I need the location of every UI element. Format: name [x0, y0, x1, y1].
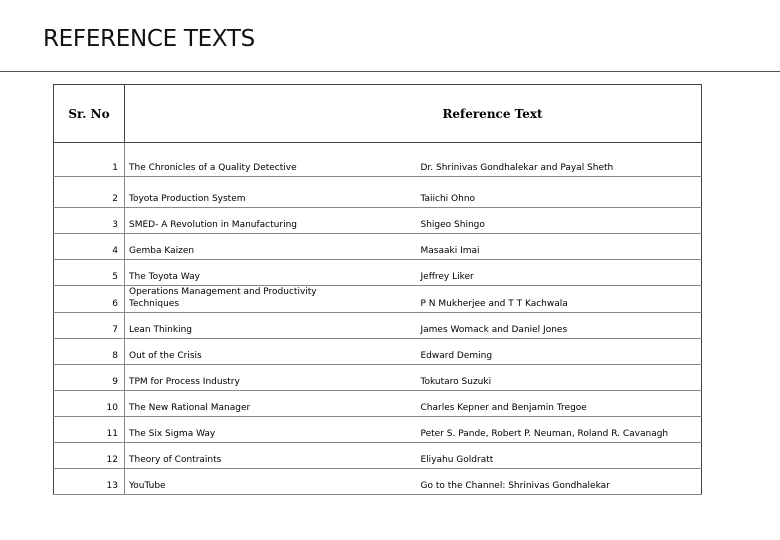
row-number: 4 — [54, 234, 125, 260]
table-row — [54, 234, 702, 260]
book-author: Taiichi Ohno — [364, 177, 702, 208]
book-title: SMED- A Revolution in Manufacturing — [125, 208, 364, 234]
row-number: 11 — [54, 417, 125, 443]
table-row — [54, 260, 702, 286]
row-number: 2 — [54, 177, 125, 208]
table-row — [54, 339, 702, 365]
book-title: The Chronicles of a Quality Detective — [125, 143, 364, 177]
table-row — [54, 286, 702, 313]
book-author: Jeffrey Liker — [364, 260, 702, 286]
row-number: 9 — [54, 365, 125, 391]
book-title: The Toyota Way — [125, 260, 364, 286]
row-number: 8 — [54, 339, 125, 365]
row-number: 10 — [54, 391, 125, 417]
reference-table — [53, 84, 702, 495]
book-author: Shigeo Shingo — [364, 208, 702, 234]
book-author: Edward Deming — [364, 339, 702, 365]
book-author: Peter S. Pande, Robert P. Neuman, Roland R. Cavanagh — [364, 417, 702, 443]
table-row — [54, 443, 702, 469]
table-row — [54, 391, 702, 417]
book-title: Toyota Production System — [125, 177, 364, 208]
row-number: 13 — [54, 469, 125, 495]
row-number: 1 — [54, 143, 125, 177]
table-row — [54, 469, 702, 495]
table-row — [54, 365, 702, 391]
header-serial-number: Sr. No — [54, 85, 125, 143]
book-title: TPM for Process Industry — [125, 365, 364, 391]
book-title: Lean Thinking — [125, 313, 364, 339]
row-number: 12 — [54, 443, 125, 469]
table-row — [54, 313, 702, 339]
book-author: Tokutaro Suzuki — [364, 365, 702, 391]
book-author: P N Mukherjee and T T Kachwala — [364, 286, 702, 313]
book-title: YouTube — [125, 469, 364, 495]
table-row — [54, 417, 702, 443]
book-author: Masaaki Imai — [364, 234, 702, 260]
book-title: Out of the Crisis — [125, 339, 364, 365]
page-title: REFERENCE TEXTS — [43, 26, 255, 52]
book-title: Operations Management and Productivity Techniques — [125, 286, 364, 313]
book-author: James Womack and Daniel Jones — [364, 313, 702, 339]
table-row — [54, 177, 702, 208]
row-number: 5 — [54, 260, 125, 286]
book-author: Go to the Channel: Shrinivas Gondhalekar — [364, 469, 702, 495]
row-number: 6 — [54, 286, 125, 313]
table-row — [54, 143, 702, 177]
table-header-row — [54, 85, 702, 143]
table-row — [54, 208, 702, 234]
row-number: 7 — [54, 313, 125, 339]
book-title: The Six Sigma Way — [125, 417, 364, 443]
title-divider — [0, 71, 780, 72]
header-reference-text: Reference Text — [125, 85, 702, 143]
row-number: 3 — [54, 208, 125, 234]
book-title: Gemba Kaizen — [125, 234, 364, 260]
book-author: Charles Kepner and Benjamin Tregoe — [364, 391, 702, 417]
book-title: The New Rational Manager — [125, 391, 364, 417]
book-author: Eliyahu Goldratt — [364, 443, 702, 469]
book-author: Dr. Shrinivas Gondhalekar and Payal Sheth — [364, 143, 702, 177]
book-title: Theory of Contraints — [125, 443, 364, 469]
